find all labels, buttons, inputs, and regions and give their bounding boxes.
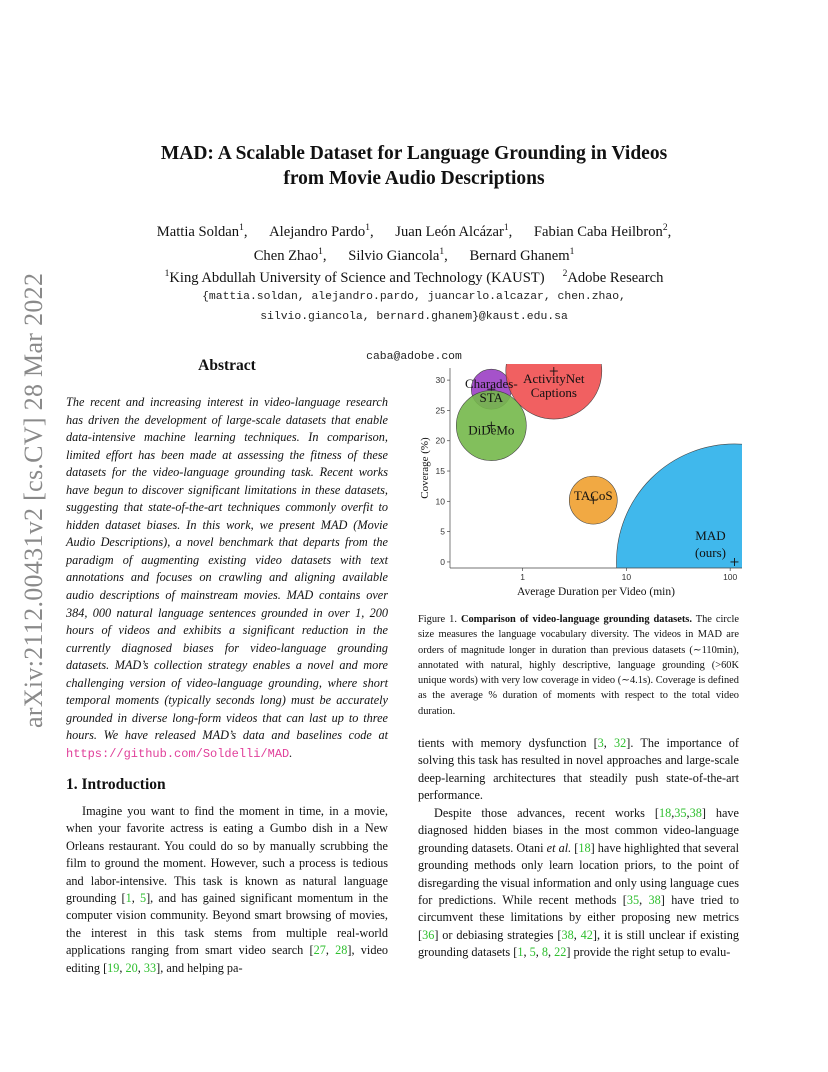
- figure-1-chart: [408, 360, 748, 600]
- citation-link[interactable]: 22: [554, 945, 567, 960]
- bubble-label: TACoS: [573, 488, 613, 504]
- author-list: [60, 218, 768, 266]
- author: Juan León Alcázar$^1$,: [395, 223, 513, 240]
- citation-link[interactable]: 28: [335, 943, 348, 958]
- author-emails: {mattia.soldan, alejandro.pardo, juancarlo.alcazar, chen.zhao, silvio.giancola, bernard.ghanem}@kaust.edu.sa caba@adobe.com: [202, 291, 626, 363]
- citation-link[interactable]: 19: [107, 960, 120, 975]
- bubble-label: DiDeMo: [468, 422, 515, 438]
- abstract-text: The recent and increasing interest in video-language research has driven the development of large-scale datasets that enable data-intensive machine learning techniques. In comparison, limited effort has been made at assessing the fitness of these datasets for the video-language grounding task. Recent works have begun to discover significant limitations in these datasets, suggesting that state-of-the-art techniques commonly overfit to hidden dataset biases. In this work, we present MAD (Movie Audio Descriptions), a novel benchmark that departs from the paradigm of augmenting existing video datasets with text annotations and focuses on crawling and aligning available audio descriptions of mainstream movies. MAD contains over 384, 000 natural language sentences grounded in over 1, 200 hours of videos and exhibits a significant reduction in the currently diagnosed biases for video-language grounding datasets. MAD’s collection strategy enables a novel and more challenging version of video-language grounding, where short temporal moments (typically seconds long) must be accurately grounded in diverse long-form videos that can last up to three hours. We have released MAD’s data and baselines code at https://github.com/Soldelli/MAD.: [66, 395, 388, 761]
- github-link[interactable]: https://github.com/Soldelli/MAD: [66, 746, 290, 761]
- bubble-label: STA: [479, 390, 504, 406]
- author: Alejandro Pardo$^1$,: [269, 223, 374, 240]
- citation-link[interactable]: 5: [139, 891, 147, 906]
- introduction-continued: tients with memory dysfunction [3, 32]. The importance of solving this task has resulted in novel approaches and large-scale deep-learning architectures that steadily push state-of-the-art performance.: [418, 736, 739, 803]
- author: Mattia Soldan$^1$,: [156, 223, 248, 240]
- abstract-heading: Abstract: [198, 357, 256, 374]
- bubble-label: MAD: [695, 527, 726, 543]
- introduction-paragraph-2: Despite those advances, recent works [18,35,38] have diagnosed hidden biases in the most common video-language grounding datasets. Otani et al. [18] have highlighted that several grounding methods only learn location priors, to the point of disregarding the visual information and only using language cues for predictions. While recent methods [35, 38] have tried to circumvent these limitations by either proposing new metrics [36] or debiasing strategies [38, 42], it is still unclear if existing grounding datasets [1, 5, 8, 22] provide the right setup to evalu-: [418, 806, 740, 960]
- y-tick-label: 20: [435, 435, 445, 446]
- citation-link[interactable]: 35: [626, 893, 640, 908]
- citation-link[interactable]: 36: [422, 927, 435, 942]
- y-tick-label: 10: [435, 496, 445, 507]
- y-tick-label: 5: [440, 526, 445, 537]
- affiliations: $^1$King Abdullah University of Science and Technology (KAUST) $^2$Adobe Research: [164, 269, 664, 286]
- citation-link[interactable]: 38: [561, 927, 574, 942]
- citation-link[interactable]: 27: [313, 943, 326, 958]
- paper-title: [0, 141, 828, 191]
- affiliation-kaust: King Abdullah University of Science and Technology (KAUST): [169, 269, 545, 286]
- author: Bernard Ghanem$^1$: [469, 246, 575, 264]
- citation-link[interactable]: 18: [578, 840, 591, 855]
- citation-link[interactable]: 18: [658, 806, 672, 820]
- bubble-label: Captions: [530, 385, 577, 401]
- y-tick-label: 30: [435, 375, 445, 386]
- citation-link[interactable]: 5: [529, 945, 536, 960]
- citation-link[interactable]: 35: [674, 806, 687, 820]
- y-tick-label: 15: [435, 466, 445, 477]
- y-axis-label: Coverage (%): [419, 437, 431, 499]
- x-tick-label: 10: [621, 572, 632, 582]
- citation-link[interactable]: 42: [580, 927, 593, 942]
- section-heading-introduction: 1. Introduction: [66, 776, 166, 793]
- bubble-label: Charades-: [464, 376, 518, 392]
- x-tick-label: 100: [723, 572, 738, 582]
- title-line-2: from Movie Audio Descriptions: [283, 168, 545, 189]
- y-tick-label: 0: [440, 556, 445, 567]
- figure-1-caption: Figure 1. Comparison of video-language grounding datasets. The circle size measures the language vocabulary diversity. The videos in MAD are orders of magnitude longer in duration than previous datasets (∼110min), annotated with natural, highly descriptive, language grounding (>60K unique words) with very low coverage in video (∼4.1s). Coverage is defined as the average % duration of moments with respect to the total video duration.: [418, 614, 739, 717]
- affiliation-adobe: Adobe Research: [567, 269, 664, 286]
- citation-link[interactable]: 8: [541, 945, 548, 960]
- citation-link[interactable]: 3: [597, 736, 604, 750]
- citation-link[interactable]: 1: [517, 945, 524, 960]
- bubble-label: ActivityNet: [523, 371, 585, 387]
- bubble-label: (ours): [694, 544, 726, 560]
- y-tick-label: 25: [435, 405, 445, 416]
- author: Fabian Caba Heilbron$^2$,: [533, 223, 672, 240]
- citation-link[interactable]: 38: [648, 893, 661, 908]
- introduction-paragraph: Imagine you want to find the moment in time, in a movie, when your favorite actress is eating a Gumbo dish in a New Orleans restaurant. You could do so by manually scrubbing the film to ground the moment. However, such a process is tedious and labor-intensive. This task is known as natural language grounding [1, 5], and has gained significant momentum in the computer vision community. Beyond smart browsing of movies, the interest in this task stems from multiple real-world applications ranging from smart video search [27, 28], video editing [19, 20, 33], and helping pa-: [66, 804, 389, 975]
- citation-link[interactable]: 38: [689, 806, 702, 820]
- x-tick-label: 1: [520, 572, 525, 582]
- citation-link[interactable]: 20: [125, 960, 138, 975]
- citation-link[interactable]: 32: [614, 736, 627, 750]
- title-line-1: MAD: A Scalable Dataset for Language Grounding in Videos: [160, 143, 668, 164]
- citation-link[interactable]: 1: [125, 891, 132, 906]
- arxiv-identifier: arXiv:2112.00431v2 [cs.CV] 28 Mar 2022: [19, 272, 48, 728]
- author: Silvio Giancola$^1$,: [348, 246, 448, 264]
- citation-link[interactable]: 33: [143, 960, 157, 975]
- x-axis-label: Average Duration per Video (min): [517, 586, 675, 598]
- author: Chen Zhao$^1$,: [253, 246, 327, 264]
